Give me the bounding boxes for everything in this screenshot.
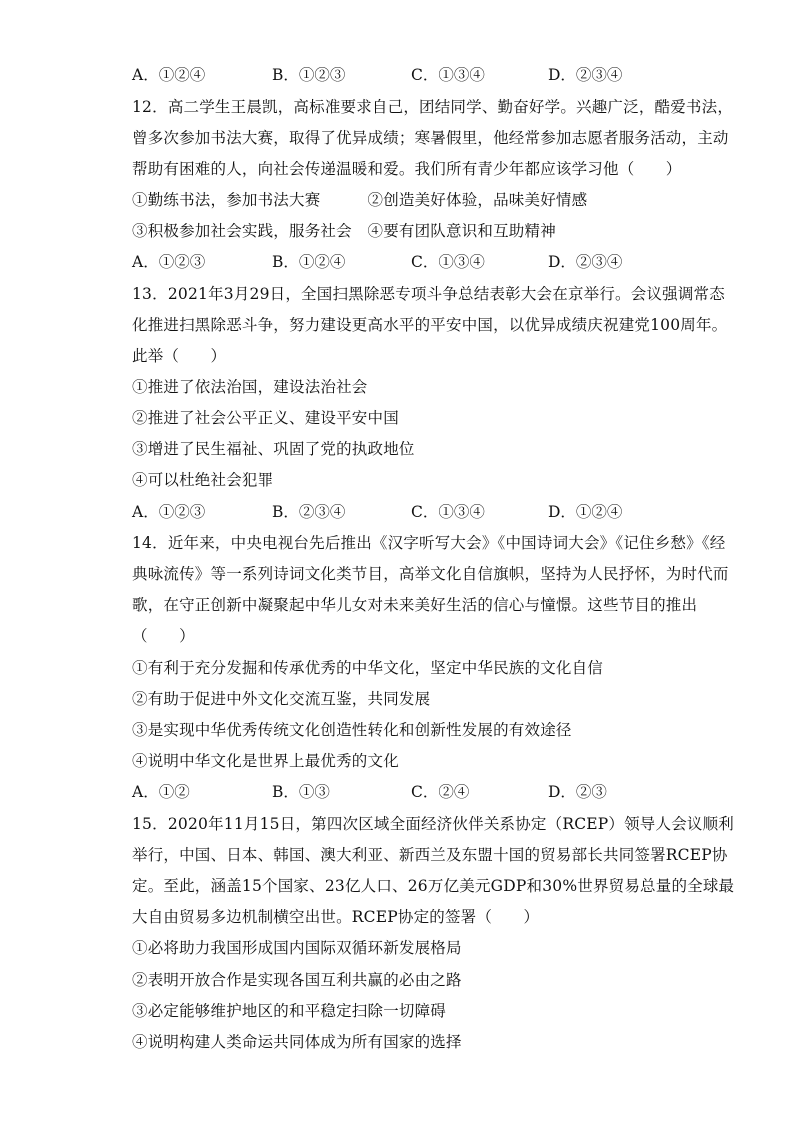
q13-option-c: C．①③④: [411, 503, 485, 521]
q14-choice: ④说明中华文化是世界上最优秀的文化: [132, 752, 399, 770]
q14-stem-line: 典咏流传》等一系列诗词文化类节目，高举文化自信旗帜，坚持为人民抒怀，为时代而: [132, 565, 729, 583]
q13-choice: ②推进了社会公平正义、建设平安中国: [132, 409, 399, 427]
q13-choice: ①推进了依法治国，建设法治社会: [132, 378, 368, 396]
q14-option-d: D．②③: [548, 783, 607, 801]
q14-choice: ③是实现中华优秀传统文化创造性转化和创新性发展的有效途径: [132, 721, 572, 739]
q13-option-b: B．②③④: [272, 503, 346, 521]
q15-stem-line: 大自由贸易多边机制横空出世。RCEP协定的签署（ ）: [132, 908, 540, 926]
q12-choice: ①勤练书法，参加书法大赛 ②创造美好体验，品味美好情感: [132, 191, 588, 209]
q11-option-d: D．②③④: [548, 66, 623, 84]
q11-options: [132, 65, 692, 85]
q14-option-c: C．②④: [411, 783, 470, 801]
q15-choice: ②表明开放合作是实现各国互利共赢的必由之路: [132, 971, 462, 989]
q13-option-d: D．①②④: [548, 503, 623, 521]
q12-choice: ③积极参加社会实践，服务社会 ④要有团队意识和互助精神: [132, 222, 556, 240]
q12-options: [132, 252, 692, 272]
q12-stem-line: 曾多次参加书法大赛，取得了优异成绩；寒暑假里，他经常参加志愿者服务活动，主动: [132, 129, 729, 147]
q14-stem-line: 14．近年来，中央电视台先后推出《汉字听写大会》《中国诗词大会》《记住乡愁》《经: [132, 534, 726, 552]
q15-stem-line: 举行，中国、日本、韩国、澳大利亚、新西兰及东盟十国的贸易部长共同签署RCEP协: [132, 846, 728, 864]
q13-option-a: A．①②③: [132, 503, 206, 521]
q14-stem-line: （ ）: [132, 627, 195, 645]
q13-stem-line: 化推进扫黑除恶斗争，努力建设更高水平的平安中国，以优异成绩庆祝建党100周年。: [132, 316, 728, 334]
q15-stem-line: 定。至此，涵盖15个国家、23亿人口、26万亿美元GDP和30%世界贸易总量的全球最: [132, 877, 735, 895]
q12-option-a: A．①②③: [132, 253, 206, 271]
q11-option-c: C．①③④: [411, 66, 485, 84]
q13-choice: ③增进了民生福祉、巩固了党的执政地位: [132, 440, 415, 458]
q15-choice: ①必将助力我国形成国内国际双循环新发展格局: [132, 939, 462, 957]
q11-option-b: B．①②③: [272, 66, 346, 84]
q12-stem-line: 12．高二学生王晨凯，高标准要求自己，团结同学、勤奋好学。兴趣广泛，酷爱书法，: [132, 98, 734, 116]
q13-options: [132, 502, 692, 522]
q12-stem-line: 帮助有困难的人，向社会传递温暖和爱。我们所有青少年都应该学习他（ ）: [132, 160, 682, 178]
q12-option-b: B．①②④: [272, 253, 346, 271]
q13-stem-line: 此举（ ）: [132, 347, 227, 365]
q14-option-a: A．①②: [132, 783, 190, 801]
q12-option-d: D．②③④: [548, 253, 623, 271]
q13-choice: ④可以杜绝社会犯罪: [132, 471, 274, 489]
q14-choice: ②有助于促进中外文化交流互鉴，共同发展: [132, 690, 431, 708]
q11-option-a: A．①②④: [132, 66, 206, 84]
q12-option-c: C．①③④: [411, 253, 485, 271]
q14-options: [132, 782, 692, 802]
q15-choice: ④说明构建人类命运共同体成为所有国家的选择: [132, 1033, 462, 1051]
q14-choice: ①有利于充分发掘和传承优秀的中华文化，坚定中华民族的文化自信: [132, 659, 604, 677]
q13-stem-line: 13．2021年3月29日，全国扫黑除恶专项斗争总结表彰大会在京举行。会议强调常态: [132, 285, 725, 303]
q14-option-b: B．①③: [272, 783, 330, 801]
q14-stem-line: 歌，在守正创新中凝聚起中华儿女对未来美好生活的信心与憧憬。这些节目的推出: [132, 596, 698, 614]
q15-stem-line: 15．2020年11月15日，第四次区域全面经济伙伴关系协定（RCEP）领导人会议顺利: [132, 815, 734, 833]
q15-choice: ③必定能够维护地区的和平稳定扫除一切障碍: [132, 1002, 447, 1020]
